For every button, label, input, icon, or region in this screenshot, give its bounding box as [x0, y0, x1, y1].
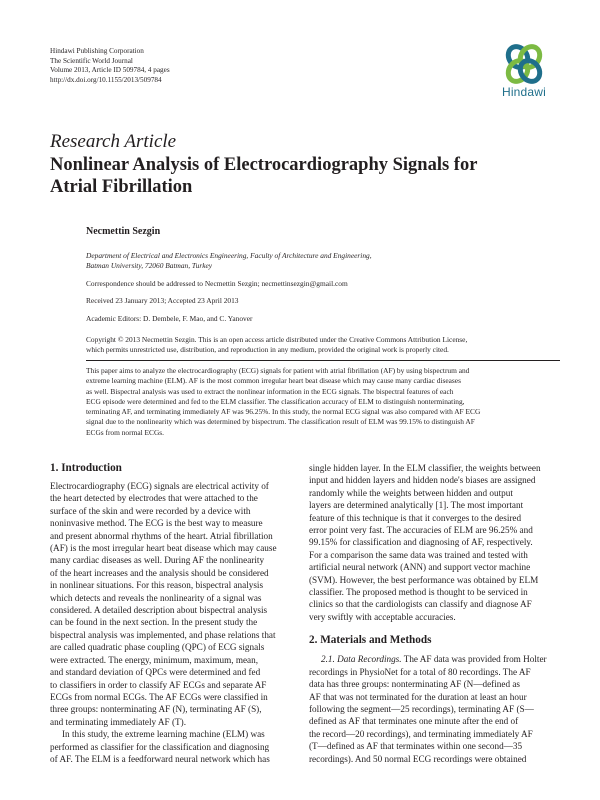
text-line: (AF) is the most irregular heart beat disease which may cause: [50, 543, 277, 554]
article-dates: Received 23 January 2013; Accepted 23 April 2013: [86, 296, 239, 305]
text-line: artificial neural network (ANN) and support vector machine: [309, 562, 531, 573]
affiliation-line: Department of Electrical and Electronics Engineering, Faculty of Architecture and Engineering,: [86, 251, 372, 260]
text-line: to classifiers in order to classify AF ECGs and separate AF: [50, 679, 267, 690]
text-line: following the segment—25 recordings), terminating AF (S—: [309, 703, 534, 714]
text-line: error point very fast. The accuracies of ELM are 96.25% and: [309, 525, 533, 536]
abstract-divider: [86, 360, 560, 361]
copyright-line: Copyright © 2013 Necmettin Sezgin. This is an open access article distributed under the Creative Commons Attribution License,: [86, 335, 468, 344]
hindawi-logo: [494, 42, 554, 104]
text-line: randomly while the weights between hidden and output: [309, 487, 513, 498]
text-line: in nonlinear situations. For this reason, bispectral analysis: [50, 580, 264, 591]
text-line: data has three groups: nonterminating AF (N—defined as: [309, 679, 521, 690]
text-line: considered. A detailed description about bispectral analysis: [50, 605, 268, 616]
affiliation-line: Batman University, 72060 Batman, Turkey: [86, 261, 213, 271]
methods-paragraph: [309, 653, 554, 765]
title-line: Atrial Fibrillation: [50, 177, 193, 197]
affiliation: [86, 251, 560, 272]
section-heading-methods: 2. Materials and Methods: [309, 634, 432, 647]
text-line: three groups: nonterminating AF (N), terminating AF (S),: [50, 704, 262, 715]
copyright-line: which permits unrestricted use, distribution, and reproduction in any medium, provided the original work is properly cited.: [86, 345, 449, 355]
author-name: Necmettin Sezgin: [86, 226, 161, 237]
text-line: (SVM). However, the best performance was obtained by ELM: [309, 574, 539, 585]
text-line: 99.15% for classification and diagnosing of AF, respectively.: [309, 537, 533, 548]
abstract: [86, 366, 560, 438]
text-line: defined as AF that terminates one minute after the end of: [309, 716, 519, 727]
text-line: feature of this technique is that it converges to the desired: [309, 512, 522, 523]
text-line: bispectral analysis was implemented, and phase relations that: [50, 629, 276, 640]
intro-paragraph-2: [50, 728, 295, 765]
text-line: of the heart increases and the analysis should be considered: [50, 567, 269, 578]
text-line: and present abnormal rhythms of the heart. Atrial fibrillation: [50, 530, 273, 541]
text-line: Electrocardiography (ECG) signals are electrical activity of: [50, 481, 269, 491]
correspondence: Correspondence should be addressed to Necmettin Sezgin; necmettinsezgin@gmail.com: [86, 279, 348, 288]
text-line: clinics so that the cardiologists can classify and diagnose AF: [309, 599, 532, 610]
publisher-name: Hindawi Publishing Corporation: [50, 47, 144, 55]
text-line: (T—defined as AF that terminates within one second—35: [309, 741, 523, 752]
volume-line: Volume 2013, Article ID 509784, 4 pages: [50, 66, 170, 75]
logo-wordmark: Hindawi: [501, 85, 547, 99]
text-line: ECGs from normal ECGs. The AF ECGs were classified in: [50, 691, 268, 702]
text-line: For a comparison the same data was trained and tested with: [309, 549, 528, 560]
text-line: surface of the skin and were recorded by a device with: [50, 505, 251, 516]
abstract-line: signal due to the nonlinearity which was determined by bispectrum. The classification result of ELM was 99.15% to distinguish AF: [86, 417, 475, 427]
text-line: In this study, the extreme learning machine (ELM) was: [62, 729, 265, 740]
text-line: input and hidden layers and hidden node's biases are assigned: [309, 475, 536, 486]
hindawi-logo-icon: [504, 42, 544, 86]
text-line: the heart detected by electrodes that were attached to the: [50, 493, 258, 504]
journal-name: The Scientific World Journal: [50, 56, 133, 65]
journal-header: [50, 47, 350, 85]
text-line: [309, 653, 554, 665]
article-type: Research Article: [50, 131, 177, 152]
text-line: performed as classifier for the classification and diagnosing: [50, 741, 270, 752]
text-line: can be found in the next section. In the present study the: [50, 617, 258, 628]
text-line: which detects and reveals the nonlinearity of a signal was: [50, 592, 262, 603]
text-line: noninvasive method. The ECG is the best way to measure: [50, 518, 263, 529]
left-column: [50, 461, 295, 765]
intro-paragraph-2-continued: [309, 462, 554, 623]
subsection-heading: 2.1. Data Recordings.: [321, 654, 402, 665]
abstract-line: extreme learning machine (ELM). AF is the most common irregular heart beat disease which may cause many cardiac diseases: [86, 376, 461, 386]
text-line: AF that was not terminated for the duration at least an hour: [309, 691, 527, 702]
text-line: the record—20 recordings), and terminating immediately AF: [309, 728, 533, 739]
text-line: and standard deviation of QPCs were determined and fed: [50, 667, 261, 678]
text-line: and terminating immediately AF (T).: [50, 716, 186, 727]
text-line: single hidden layer. In the ELM classifier, the weights between: [309, 463, 541, 473]
copyright-notice: [86, 335, 560, 356]
text-line: were extracted. The energy, minimum, maximum, mean,: [50, 654, 259, 665]
text-line: layers are determined analytically [1]. The most important: [309, 500, 524, 511]
text-run: The AF data was provided from Holter: [403, 654, 547, 665]
abstract-line: terminating AF, and terminating immediately AF was 96.25%. In this study, the normal ECG signal was also compared with AF ECG: [86, 407, 481, 417]
text-line: of AF. The ELM is a feedforward neural network which has: [50, 753, 270, 764]
text-line: recordings). And 50 normal ECG recordings were obtained: [309, 753, 527, 764]
text-line: classifier. The proposed method is thought to be serviced in: [309, 587, 528, 598]
section-heading-introduction: 1. Introduction: [50, 462, 122, 474]
academic-editors: Academic Editors: D. Dembele, F. Mao, and C. Yanover: [86, 314, 253, 323]
doi-link[interactable]: http://dx.doi.org/10.1155/2013/509784: [50, 75, 162, 84]
abstract-line: as well. Bispectral analysis was used to extract the nonlinear information in the ECG signals. The bispectral features of each: [86, 386, 454, 396]
text-line: very swiftly with acceptable accuracies.: [309, 611, 456, 622]
text-line: many cardiac diseases as well. During AF the nonlinearity: [50, 555, 265, 566]
abstract-line: ECG episode were determined and fed to the ELM classifier. The classification accuracy of ELM to distinguish nonterminating,: [86, 396, 465, 406]
right-column: [309, 462, 554, 765]
text-line: are called quadratic phase coupling (QPC) of ECG signals: [50, 642, 265, 653]
intro-paragraph-1: [50, 480, 295, 728]
abstract-line: This paper aims to analyze the electrocardiography (ECG) signals for patient with atrial fibrillation (AF) by using bispectrum and: [86, 366, 470, 375]
title-line: Nonlinear Analysis of Electrocardiography Signals for: [50, 155, 478, 175]
article-title: [50, 154, 490, 198]
abstract-line: ECGs from normal ECGs.: [86, 427, 165, 437]
text-line: recordings in PhysioNet for a total of 80 recordings. The AF: [309, 666, 531, 677]
